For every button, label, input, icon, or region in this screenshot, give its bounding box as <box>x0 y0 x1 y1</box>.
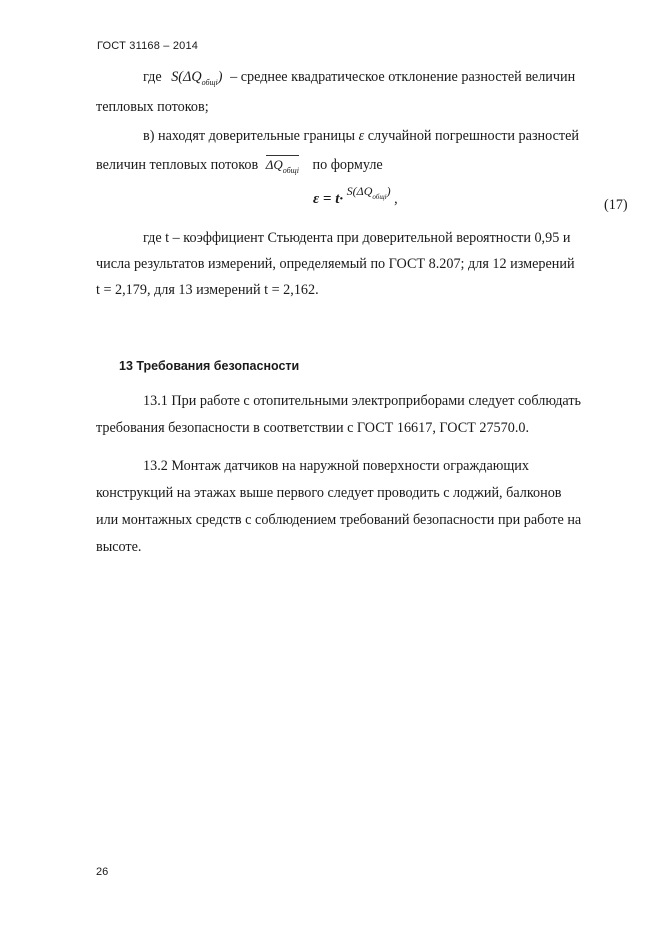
para-13-1-line1: 13.1 При работе с отопительными электроприборами следует соблюдать <box>143 393 582 409</box>
dq-subscript: общi <box>282 166 299 175</box>
formula-numerator <box>346 184 391 201</box>
para-13-1-line2: требования безопасности в соответствии с ГОСТ 16617, ГОСТ 27570.0. <box>96 420 530 436</box>
student-line3: t = 2,179, для 13 измерений t = 2,162. <box>96 282 319 298</box>
student-line1: где t – коэффициент Стьюдента при доверительной вероятности 0,95 и <box>143 230 571 246</box>
std-symbol-close: ) <box>217 69 223 85</box>
document-header: ГОСТ 31168 – 2014 <box>97 40 199 52</box>
formula-17 <box>313 184 398 210</box>
dq-symbol <box>265 155 299 175</box>
item-v-text: в) находят доверительные границы <box>143 128 356 144</box>
dq-main: ΔQ <box>265 157 283 172</box>
item-v-line1 <box>143 127 579 145</box>
formula-numer-main: S(ΔQ <box>346 184 373 198</box>
item-v-line2 <box>96 156 383 176</box>
by-formula-text: по формуле <box>312 157 383 173</box>
para-13-2-line1: 13.2 Монтаж датчиков на наружной поверхности ограждающих <box>143 458 529 474</box>
item-v-text-end: случайной погрешности разностей <box>367 128 579 144</box>
para-13-2-line2: конструкций на этажах выше первого следует проводить с лоджий, балконов <box>96 485 562 501</box>
para-13-2-line4: высоте. <box>96 539 142 555</box>
formula-numer-close: ) <box>386 184 391 198</box>
formula-number: (17) <box>604 197 628 213</box>
item-v-line2-text: величин тепловых потоков <box>96 157 259 173</box>
formula-numer-sub: общi <box>372 193 387 201</box>
definition-text: – среднее квадратическое отклонение разностей величин <box>230 69 576 85</box>
para-13-2-line3: или монтажных средств с соблюдением требований безопасности при работе на <box>96 512 582 528</box>
epsilon-symbol: ε <box>358 128 365 144</box>
formula-comma: , <box>394 191 398 207</box>
student-line2: числа результатов измерений, определяемый по ГОСТ 8.207; для 12 измерений <box>96 256 575 272</box>
formula-lhs: ε = t· <box>313 191 344 207</box>
section-heading: 13 Требования безопасности <box>119 359 300 373</box>
std-symbol-main: S(ΔQ <box>171 69 202 85</box>
std-deviation-symbol <box>171 69 222 85</box>
std-symbol-subscript: общi <box>201 78 218 87</box>
where-word: где <box>143 69 162 85</box>
page-number: 26 <box>96 866 109 878</box>
formula-definition-line <box>143 68 575 88</box>
definition-continuation: тепловых потоков; <box>96 99 209 115</box>
